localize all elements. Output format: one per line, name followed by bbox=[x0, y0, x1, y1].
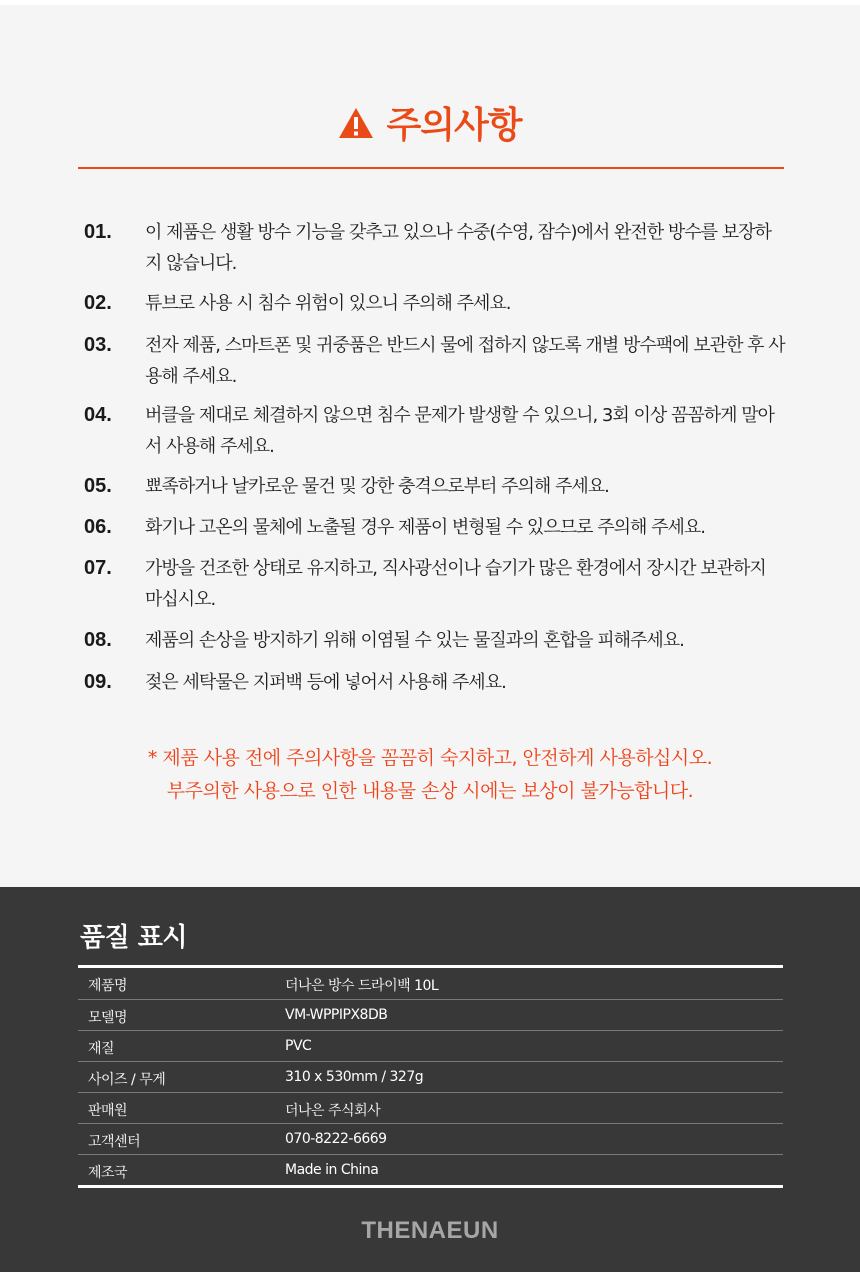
caution-item-number: 07. bbox=[84, 557, 112, 579]
table-row bbox=[78, 1030, 783, 1061]
caution-notice-line2: 부주의한 사용으로 인한 내용물 손상 시에는 보상이 불가능합니다. bbox=[166, 780, 694, 802]
warning-triangle-icon bbox=[338, 107, 374, 139]
caution-item-text: 제품의 손상을 방지하기 위해 이염될 수 있는 물질과의 혼합을 피해주세요. bbox=[145, 630, 684, 651]
caution-item-number: 02. bbox=[84, 292, 112, 314]
table-row bbox=[78, 1092, 783, 1123]
caution-item-text: 이 제품은 생활 방수 기능을 갖추고 있으나 수중(수영, 잠수)에서 완전한 방수를 보장하지 않습니다. bbox=[145, 222, 771, 274]
brand-logo: THENAEUN bbox=[361, 1217, 499, 1244]
caution-item-text: 뾰족하거나 날카로운 물건 및 강한 충격으로부터 주의해 주세요. bbox=[145, 476, 609, 497]
caution-item-text: 튜브로 사용 시 침수 위험이 있으니 주의해 주세요. bbox=[145, 293, 511, 314]
caution-item-number: 03. bbox=[84, 334, 112, 356]
caution-item-number: 09. bbox=[84, 671, 112, 693]
row-value: 더나은 방수 드라이백 10L bbox=[285, 978, 439, 994]
row-value: Made in China bbox=[285, 1162, 379, 1178]
table-row bbox=[78, 968, 783, 999]
caution-item-number: 06. bbox=[84, 516, 112, 538]
row-value: 더나은 주식회사 bbox=[285, 1103, 381, 1119]
table-row bbox=[78, 999, 783, 1030]
table-row bbox=[78, 1061, 783, 1092]
caution-header bbox=[0, 97, 860, 148]
caution-item-text: 전자 제품, 스마트폰 및 귀중품은 반드시 물에 접하지 않도록 개별 방수팩에 보관한 후 사용해 주세요. bbox=[145, 335, 785, 387]
table-row bbox=[78, 1123, 783, 1154]
row-label: 제조국 bbox=[88, 1165, 128, 1181]
row-label: 사이즈 / 무게 bbox=[88, 1072, 166, 1088]
quality-table bbox=[78, 965, 783, 1188]
row-label: 모델명 bbox=[88, 1010, 128, 1026]
caution-item-number: 01. bbox=[84, 221, 112, 243]
quality-title: 품질 표시 bbox=[80, 923, 188, 953]
row-value: 070-8222-6669 bbox=[285, 1131, 387, 1147]
row-label: 제품명 bbox=[88, 978, 128, 994]
caution-item-number: 04. bbox=[84, 404, 112, 426]
caution-item-text: 화기나 고온의 물체에 노출될 경우 제품이 변형될 수 있으므로 주의해 주세요. bbox=[145, 517, 705, 538]
row-value: 310 x 530mm / 327g bbox=[285, 1069, 424, 1085]
row-value: VM-WPPIPX8DB bbox=[285, 1007, 388, 1023]
table-row bbox=[78, 1154, 783, 1185]
row-label: 판매원 bbox=[88, 1103, 128, 1119]
row-label: 고객센터 bbox=[88, 1134, 141, 1150]
caution-notice-line1: * 제품 사용 전에 주의사항을 꼼꼼히 숙지하고, 안전하게 사용하십시오. bbox=[147, 747, 713, 769]
caution-divider bbox=[78, 167, 784, 169]
caution-item-number: 05. bbox=[84, 475, 112, 497]
row-label: 재질 bbox=[88, 1041, 115, 1057]
caution-item-text: 버클을 제대로 체결하지 않으면 침수 문제가 발생할 수 있으니, 3회 이상 꼼꼼하게 말아서 사용해 주세요. bbox=[145, 405, 775, 457]
caution-item-text: 젖은 세탁물은 지퍼백 등에 넣어서 사용해 주세요. bbox=[145, 672, 506, 693]
caution-title: 주의사항 bbox=[386, 105, 522, 146]
row-value: PVC bbox=[285, 1038, 312, 1054]
caution-item-text: 가방을 건조한 상태로 유지하고, 직사광선이나 습기가 많은 환경에서 장시간 보관하지 마십시오. bbox=[145, 558, 766, 610]
caution-section bbox=[0, 5, 860, 887]
quality-section bbox=[0, 887, 860, 1272]
caution-item-number: 08. bbox=[84, 629, 112, 651]
